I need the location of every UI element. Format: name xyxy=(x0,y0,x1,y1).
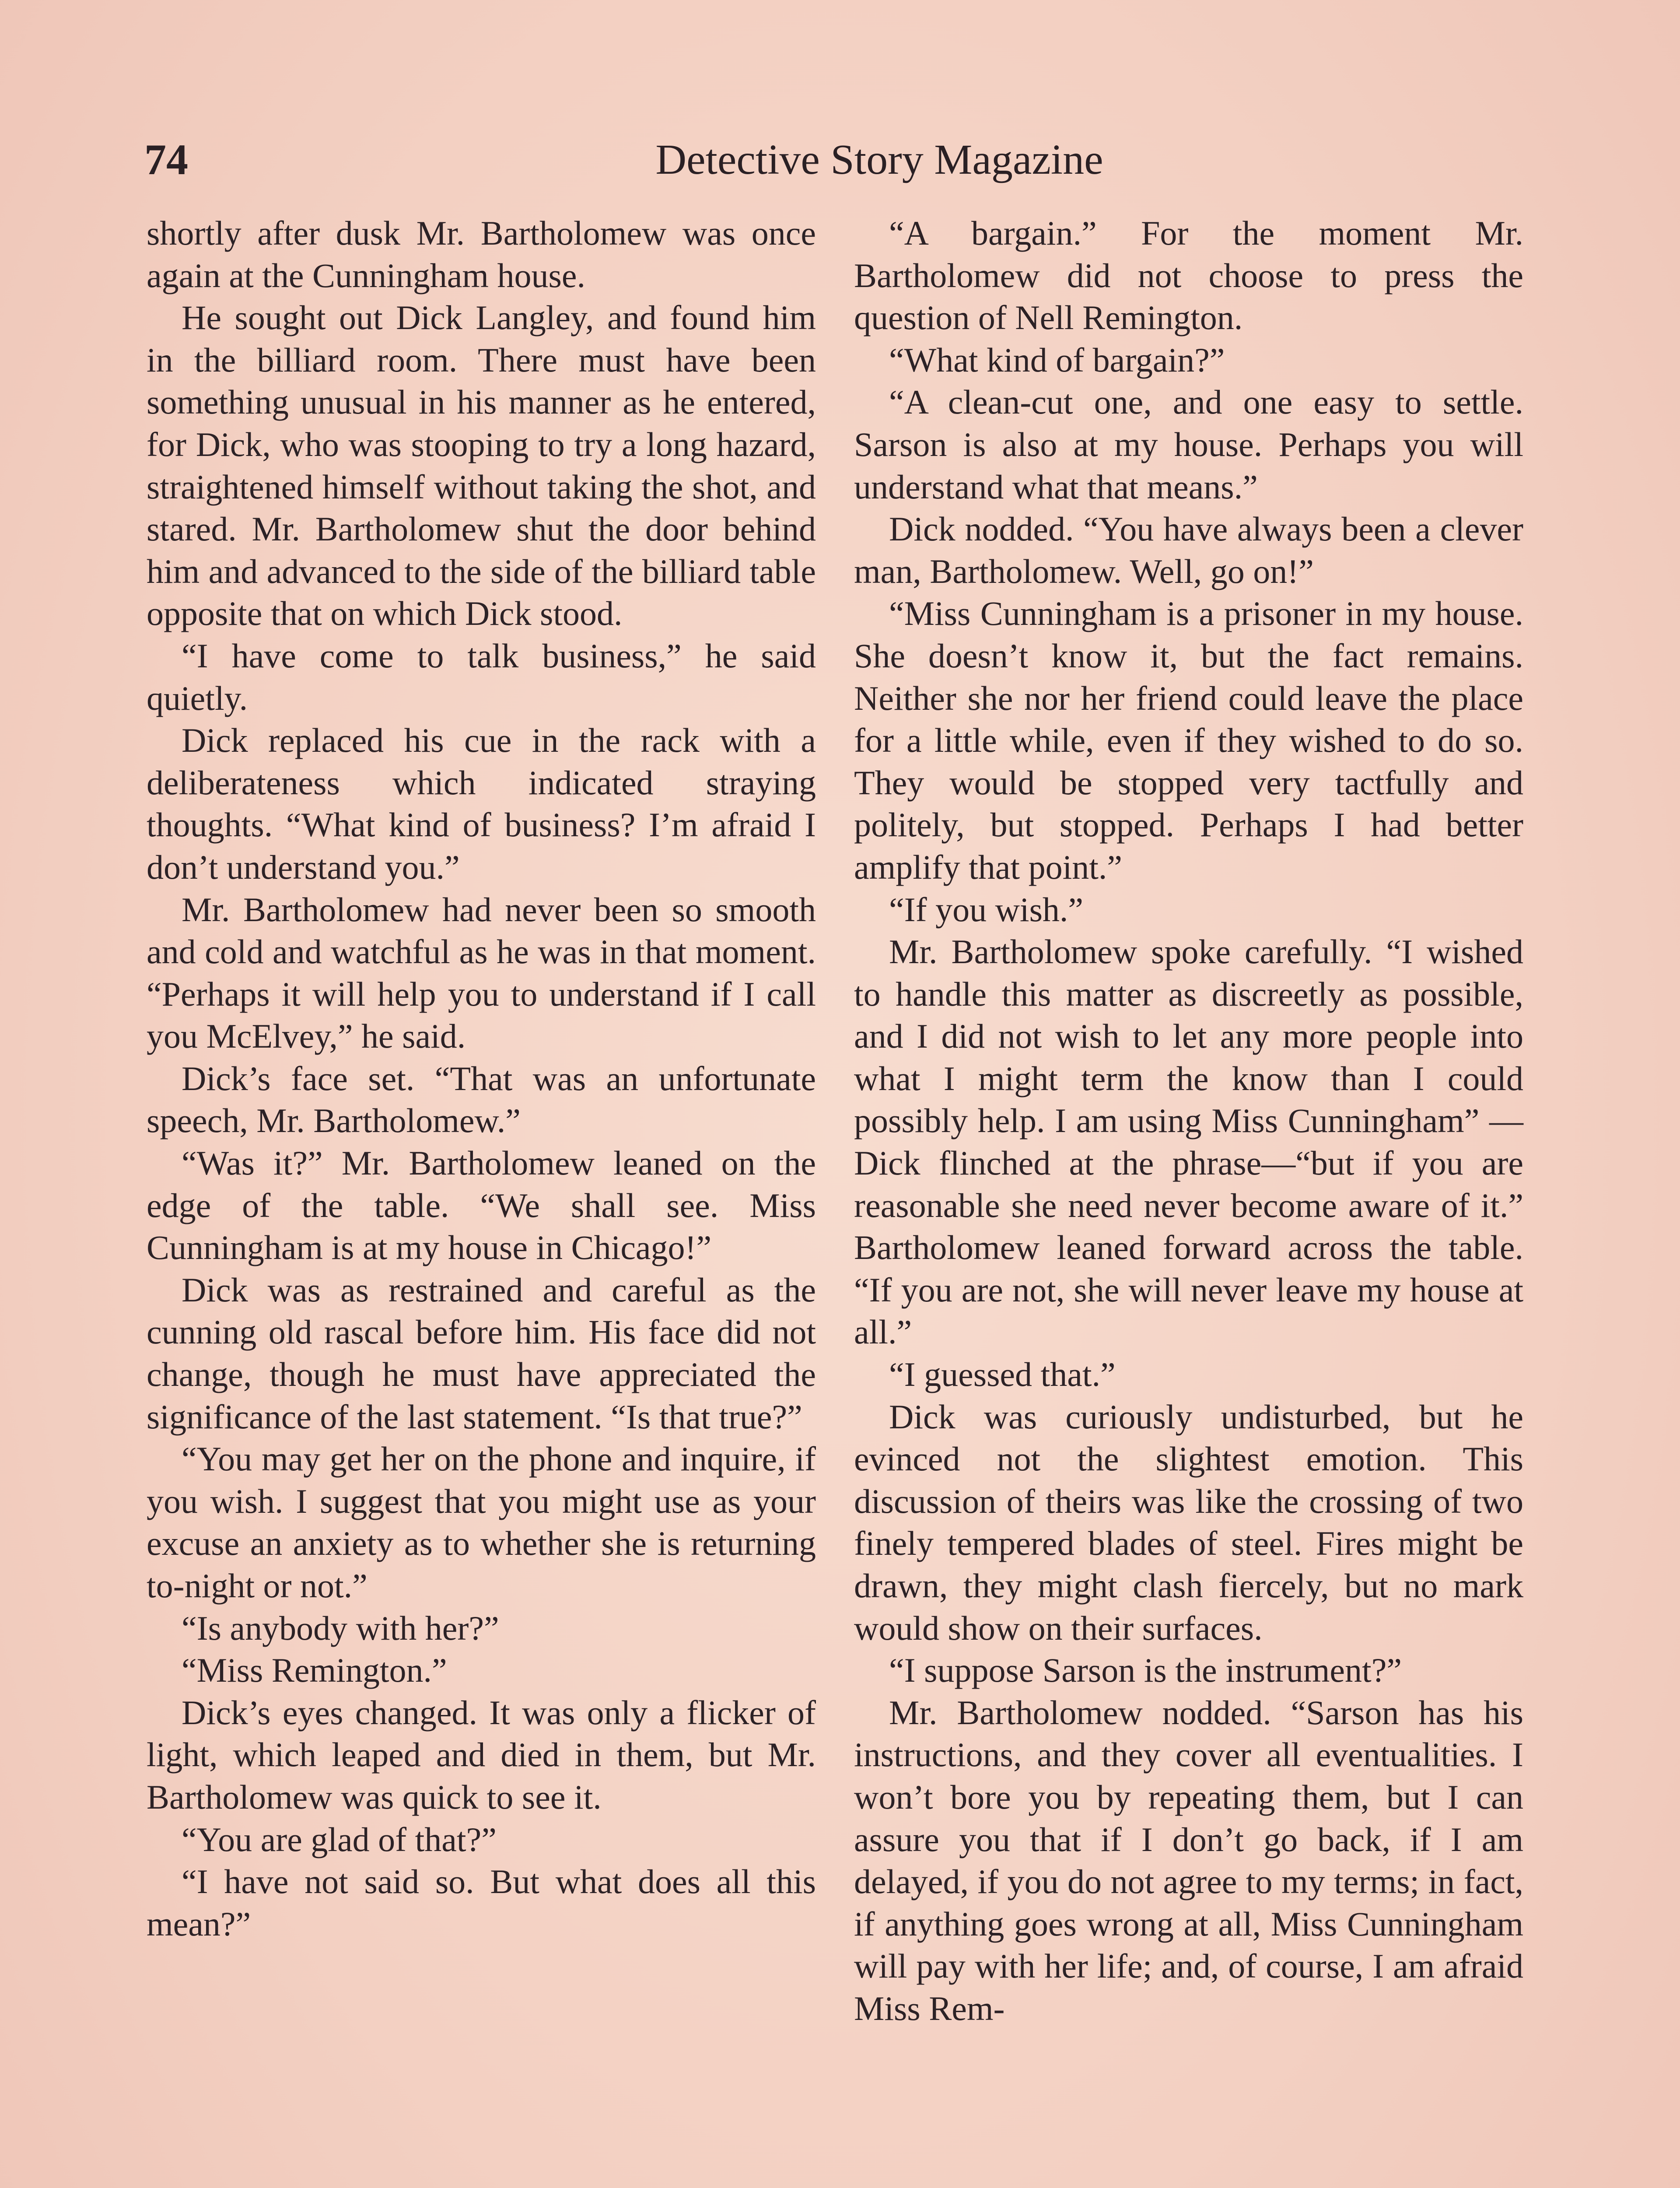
paragraph: Dick was as restrained and careful as the cunning old rascal before him. His face did not change, though he must have appreciated the significance of the last statement. “Is that true?” xyxy=(147,1270,816,1436)
paragraph: Mr. Bartholomew nodded. “Sarson has his instructions, and they cover all eventualities. I won’t bore you by repeating them, but I can assure you that if I don’t go back, if I am delayed, if you do not agree to my terms; in fact, if anything goes wrong at all, Miss Cunningham will pay with her life; and, of course, I am afraid Miss Rem- xyxy=(854,1693,1523,2027)
running-head: Detective Story Magazine xyxy=(655,136,1103,183)
paragraph: “If you wish.” xyxy=(889,890,1084,929)
paragraph: shortly after dusk Mr. Bartholomew was once again at the Cunningham house. xyxy=(147,214,816,295)
page-number: 74 xyxy=(144,135,188,184)
paragraph: “I have come to talk business,” he said quietly. xyxy=(147,636,816,717)
paragraph: Dick was curiously undisturbed, but he evinced not the slightest emotion. This discussion of theirs was like the crossing of two finely tempered blades of steel. Fires might be drawn, they might clash fiercely, but no mark would show on their surfaces. xyxy=(854,1397,1523,1647)
paragraph: “A bargain.” For the moment Mr. Bartholomew did not choose to press the question of Nell Remington. xyxy=(854,214,1523,337)
paragraph: “You may get her on the phone and inquire, if you wish. I suggest that you might use as your excuse an anxiety as to whether she is returning to-night or not.” xyxy=(147,1440,816,1605)
right-column xyxy=(854,212,1523,2030)
paragraph: Dick nodded. “You have always been a clever man, Bartholomew. Well, go on!” xyxy=(854,510,1523,590)
paragraph: Mr. Bartholomew had never been so smooth and cold and watchful as he was in that moment. “Perhaps it will help you to understand if I call you McElvey,” he said. xyxy=(147,890,816,1055)
paragraph: Mr. Bartholomew spoke carefully. “I wished to handle this matter as discreetly as possible, and I did not wish to let any more people into what I might term the know than I could possibly help. I am using Miss Cunningham” —Dick flinched at the phrase—“but if you are reasonable she need never become aware of it.” Bartholomew leaned forward across the table. “If you are not, she will never leave my house at all.” xyxy=(854,933,1523,1351)
left-column xyxy=(147,212,816,1945)
paragraph: “Miss Remington.” xyxy=(182,1651,447,1690)
paragraph: “You are glad of that?” xyxy=(182,1820,497,1858)
paragraph: “Was it?” Mr. Bartholomew leaned on the edge of the table. “We shall see. Miss Cunningham is at my house in Chicago!” xyxy=(147,1144,816,1267)
paragraph: “Is anybody with her?” xyxy=(182,1609,499,1647)
page-header xyxy=(144,127,1544,193)
paragraph: “I guessed that.” xyxy=(889,1355,1116,1394)
paragraph: Dick’s face set. “That was an unfortunate speech, Mr. Bartholomew.” xyxy=(147,1059,816,1140)
paragraph: He sought out Dick Langley, and found him in the billiard room. There must have been something unusual in his manner as he entered, for Dick, who was stooping to try a long hazard, straightened himself without taking the shot, and stared. Mr. Bartholomew shut the door behind him and advanced to the side of the billiard table opposite that on which Dick stood. xyxy=(147,298,816,633)
paragraph: “I have not said so. But what does all this mean?” xyxy=(147,1862,816,1943)
paragraph: “Miss Cunningham is a prisoner in my house. She doesn’t know it, but the fact remains. Neither she nor her friend could leave the place for a little while, even if they wished to do so. They would be stopped very tactfully and politely, but stopped. Perhaps I had better amplify that point.” xyxy=(854,594,1523,886)
paragraph: “What kind of bargain?” xyxy=(889,340,1225,379)
paragraph: Dick replaced his cue in the rack with a deliberateness which indicated straying thoughts. “What kind of business? I’m afraid I don’t understand you.” xyxy=(147,721,816,886)
paragraph: “A clean-cut one, and one easy to settle. Sarson is also at my house. Perhaps you will understand what that means.” xyxy=(854,383,1523,506)
paragraph: Dick’s eyes changed. It was only a flicker of light, which leaped and died in them, but Mr. Bartholomew was quick to see it. xyxy=(147,1693,816,1816)
paragraph: “I suppose Sarson is the instrument?” xyxy=(889,1651,1402,1690)
